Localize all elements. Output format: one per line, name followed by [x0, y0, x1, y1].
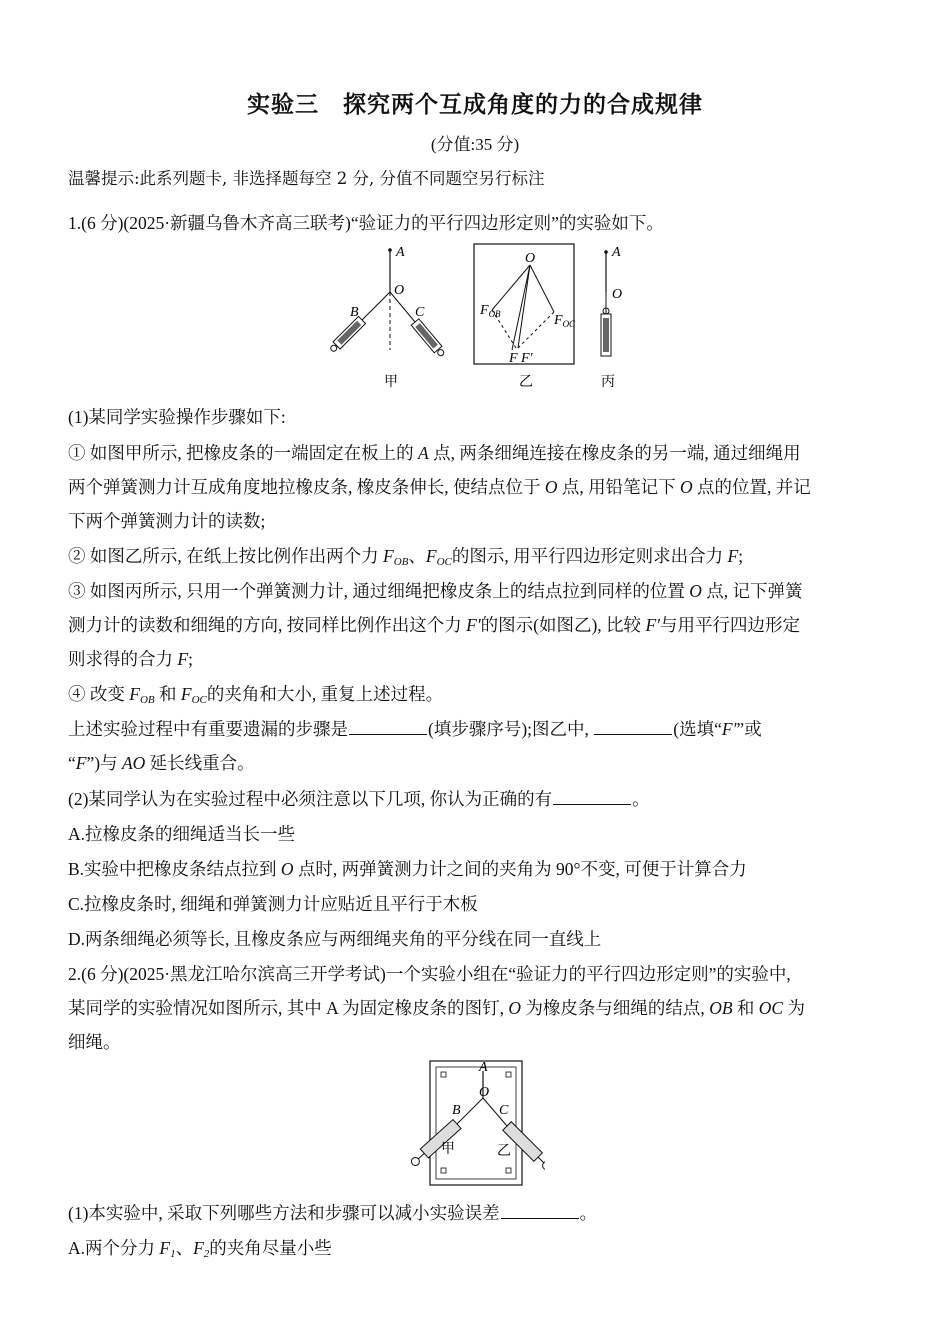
answer-blank-1[interactable] — [349, 720, 427, 735]
board-outer — [430, 1061, 522, 1185]
spring-scale-left — [328, 316, 365, 353]
arrow-F-prime — [512, 265, 530, 350]
q2-part1-head: (1)本实验中, 采取下列哪些方法和步骤可以减小实验误差 。 — [68, 1203, 598, 1223]
label-B: B — [350, 305, 359, 320]
q1-step3-line1: ③ 如图丙所示, 只用一个弹簧测力计, 通过细绳把橡皮条上的结点拉到同样的位置 O 点, 记下弹簧 — [68, 581, 803, 601]
q1-step4: ④ 改变 $F_{OB}$ 和 $F_{OC}$的夹角和大小, 重复上述过程。 — [68, 684, 444, 706]
q1-option-C: C.拉橡皮条时, 细绳和弹簧测力计应贴近且平行于木板 — [68, 894, 478, 914]
tack-br — [506, 1168, 511, 1173]
q1-question-line1: 上述实验过程中有重要遗漏的步骤是 (填步骤序号);图乙中, (选填“F′”或 — [68, 719, 762, 739]
q1-step1-line2: 两个弹簧测力计互成角度地拉橡皮条, 橡皮条伸长, 使结点位于 O 点, 用铅笔记下 O 点的位置, 并记 — [68, 477, 811, 497]
label-A: A — [396, 245, 405, 260]
q1-step1-line1: ① 如图甲所示, 把橡皮条的一端固定在板上的 A 点, 两条细绳连接在橡皮条的另一端, 通过细绳用 — [68, 443, 801, 463]
label-C: C — [415, 305, 425, 320]
label-FOC: $F_{OC}$ — [554, 313, 576, 329]
q2-stem-line3: 细绳。 — [68, 1032, 121, 1052]
arrow-FOC — [530, 265, 554, 312]
label-F-prime: F′ — [521, 351, 533, 366]
q1-option-B: B.实验中把橡皮条结点拉到 O 点时, 两弹簧测力计之间的夹角为 90°不变, 可便于计算合力 — [68, 859, 747, 879]
figure-bing — [601, 245, 622, 390]
caption-jia: 甲 — [441, 1141, 455, 1157]
spring-scale-right — [411, 319, 446, 358]
q2-option-A: A.两个分力 $F_1$、$F_2$的夹角尽量小些 — [68, 1238, 332, 1260]
caption-yi: 乙 — [519, 374, 533, 390]
figure-jia — [328, 245, 446, 390]
caption-yi: 乙 — [497, 1143, 511, 1159]
string-B — [362, 292, 390, 320]
label-B: B — [452, 1103, 461, 1118]
q1-option-D: D.两条细绳必须等长, 且橡皮条应与两细绳夹角的平分线在同一直线上 — [68, 929, 602, 949]
q1-question-line2: “F”)与 AO 延长线重合。 — [68, 753, 255, 773]
label-A: A — [612, 245, 621, 260]
label-FOB: $F_{OB}$ — [480, 303, 501, 319]
label-C: C — [499, 1103, 509, 1118]
label-A: A — [479, 1060, 488, 1075]
q1-part1-head: (1)某同学实验操作步骤如下: — [68, 407, 286, 427]
answer-blank-2[interactable] — [594, 720, 672, 735]
answer-blank-3[interactable] — [553, 790, 631, 805]
string-B — [457, 1098, 483, 1124]
answer-blank-4[interactable] — [501, 1204, 579, 1219]
tack-tr — [506, 1072, 511, 1077]
q1-part2-head: (2)某同学认为在实验过程中必须注意以下几项, 你认为正确的有 。 — [68, 789, 650, 809]
label-O: O — [394, 283, 405, 298]
q1-figure — [320, 240, 640, 390]
spring-scale — [601, 308, 611, 356]
q1-step3-line2: 测力计的读数和细绳的方向, 按同样比例作出这个力 F′的图示(如图乙), 比较 F′与用平行四边形定 — [68, 615, 800, 635]
q2-stem-line2: 某同学的实验情况如图所示, 其中 A 为固定橡皮条的图钉, O 为橡皮条与细绳的结点, OB 和 OC 为 — [68, 998, 805, 1018]
q1-step3-line3: 则求得的合力 F; — [68, 649, 193, 669]
q2-figure — [405, 1058, 545, 1192]
caption-jia: 甲 — [384, 374, 398, 390]
q1-step2: ② 如图乙所示, 在纸上按比例作出两个力 $F_{OB}$、$F_{OC}$的图示, 用平行四边形定则求出合力 F; — [68, 546, 744, 568]
label-O: O — [479, 1085, 490, 1100]
label-O: O — [525, 251, 536, 266]
q2-stem-line1: 2.(6 分)(2025·黑龙江哈尔滨高三开学考试)一个实验小组在“验证力的平行四边形定则”的实验中, — [68, 964, 791, 984]
tack-tl — [441, 1072, 446, 1077]
score-note: (分值:35 分) — [430, 135, 520, 154]
parallelogram-side-2 — [518, 312, 554, 348]
tip-text: 温馨提示:此系列题卡, 非选择题每空 2 分, 分值不同题空另行标注 — [68, 169, 545, 188]
tack-bl — [441, 1168, 446, 1173]
page-title: 实验三 探究两个互成角度的力的合成规律 — [247, 92, 703, 118]
label-F: F — [509, 351, 518, 366]
q1-step1-line3: 下两个弹簧测力计的读数; — [68, 511, 266, 531]
q1-option-A: A.拉橡皮条的细绳适当长一些 — [68, 824, 296, 844]
label-O: O — [612, 287, 623, 302]
caption-bing: 丙 — [601, 374, 615, 390]
figure-yi — [474, 244, 576, 390]
q1-stem: 1.(6 分)(2025·新疆乌鲁木齐高三联考)“验证力的平行四边形定则”的实验如下。 — [68, 213, 664, 233]
